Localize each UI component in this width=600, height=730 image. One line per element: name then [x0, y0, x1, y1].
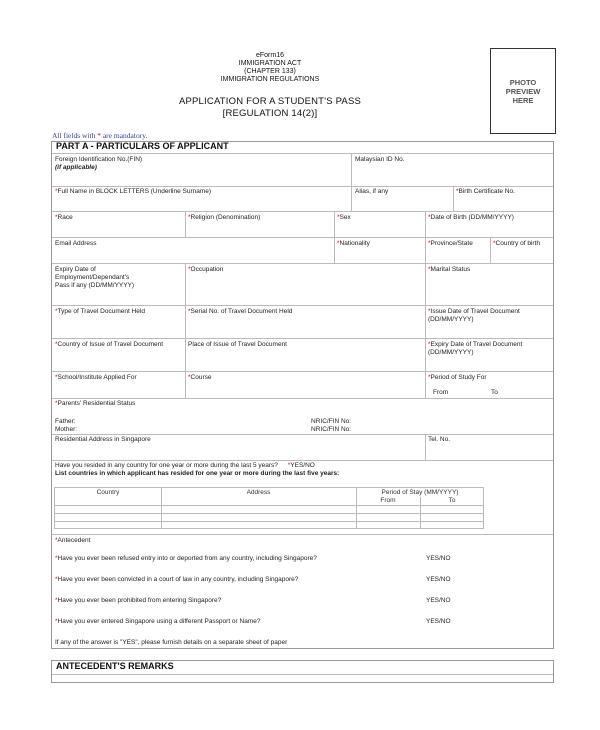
- email-label: Email Address: [55, 240, 97, 247]
- race-label: * Race: [55, 214, 73, 222]
- antecedent-q1: * Have you ever been refused entry into or deported from any country, including Singapore?: [55, 555, 317, 563]
- resided-star: *: [287, 462, 291, 469]
- part-a-title: PART A - PARTICULARS OF APPLICANT: [56, 141, 229, 151]
- mandatory-note: [52, 131, 147, 140]
- resided-yes-no[interactable]: YES/NO: [290, 462, 315, 469]
- parents-status-label: * Parents' Residential Status: [55, 400, 135, 408]
- marital-label: * Marital Status: [428, 266, 470, 274]
- photo-preview-box[interactable]: [490, 48, 556, 134]
- period-from-label: From: [433, 389, 449, 396]
- residence-table: [54, 487, 484, 529]
- col-period: Period of Stay (MM/YYYY): [381, 489, 459, 496]
- travel-type-label: * Type of Travel Document Held: [55, 308, 145, 316]
- country-birth-label: * Country of birth: [493, 240, 540, 248]
- travel-serial-label: * Serial No. of Travel Document Held: [188, 308, 292, 316]
- dob-label: * Date of Birth (DD/MM/YYYY): [428, 214, 514, 222]
- religion-label: * Religion (Denomination): [188, 214, 260, 222]
- antecedent-remarks-title: ANTECEDENT'S REMARKS: [56, 661, 174, 671]
- course-label: * Course: [188, 374, 212, 382]
- antecedent-q4: * Have you ever entered Singapore using a different Passport or Name?: [55, 618, 260, 626]
- issue-date-label-1: * Issue Date of Travel Document: [428, 308, 520, 316]
- col-to: To: [448, 497, 456, 504]
- sex-label: * Sex: [337, 214, 351, 222]
- nationality-label: * Nationality: [337, 240, 370, 248]
- mandatory-star: *: [97, 131, 101, 140]
- pass-expiry-label-1: Expiry Date of: [55, 266, 96, 273]
- place-issue-label: Place of Issue of Travel Document: [188, 341, 287, 348]
- residential-address-label: Residential Address in Singapore: [55, 436, 151, 443]
- col-from: From: [380, 497, 396, 504]
- mother-nric-label: NRIC/FIN No:: [311, 426, 352, 433]
- regulations: IMMIGRATION REGULATIONS: [220, 76, 320, 83]
- photo-line-1: PHOTO: [509, 77, 537, 87]
- alias-label: Alias, if any: [355, 188, 389, 195]
- antecedent-remarks-box[interactable]: [51, 660, 554, 683]
- list-countries-label: List countries in which applicant has resided for one year or more during the last five years:: [55, 470, 340, 477]
- period-study-label: * Period of Study For: [428, 374, 487, 382]
- fin-label: Foreign Identification No.(FIN): [55, 156, 143, 163]
- photo-line-2: PREVIEW: [505, 86, 541, 96]
- photo-line-3: HERE: [512, 95, 534, 105]
- school-label: * School/Institute Applied For: [55, 374, 137, 382]
- antecedent-q2-yes-no[interactable]: YES/NO: [426, 576, 451, 583]
- col-country: Country: [96, 489, 120, 496]
- mother-label: Mother:: [55, 426, 78, 433]
- chapter: (CHAPTER 133): [244, 68, 296, 75]
- antecedent-q4-yes-no[interactable]: YES/NO: [426, 618, 451, 625]
- resided-question-text: Have you resided in any country for one year or more during the last 5 years?: [55, 462, 278, 469]
- travel-expiry-label-1: * Expiry Date of Travel Document: [428, 341, 522, 349]
- antecedent-q2: * Have you ever been convicted in a court of law in any country, including Singapore?: [55, 576, 298, 584]
- resided-question: [55, 462, 315, 470]
- form-regulation: [REGULATION 14(2)]: [222, 108, 318, 119]
- antecedent-q3: * Have you ever been prohibited from entering Singapore?: [55, 597, 221, 605]
- occupation-label: * Occupation: [188, 266, 223, 274]
- province-label: * Province/State: [428, 240, 473, 248]
- birth-cert-label: * Birth Certificate No.: [456, 188, 515, 196]
- mandatory-prefix: All fields with: [52, 131, 96, 140]
- part-a-form: [51, 141, 554, 649]
- antecedent-q1-yes-no[interactable]: YES/NO: [426, 555, 451, 562]
- country-issue-label: * Country of Issue of Travel Document: [55, 341, 163, 349]
- act-name: IMMIGRATION ACT: [238, 60, 302, 67]
- antecedent-q3-yes-no[interactable]: YES/NO: [426, 597, 451, 604]
- form-number: eForm16: [255, 52, 284, 59]
- period-to-label: To: [491, 389, 498, 396]
- malaysian-id-label: Malaysian ID No.: [355, 156, 405, 163]
- col-address: Address: [246, 489, 271, 496]
- form-title: APPLICATION FOR A STUDENT'S PASS: [178, 96, 362, 107]
- tel-label: Tel. No.: [428, 436, 451, 443]
- antecedent-note: If any of the answer is "YES", please furnish details on a separate sheet of paper: [55, 639, 288, 646]
- father-label: Father:: [55, 418, 76, 425]
- pass-expiry-label-3: Pass if any (DD/MM/YYYY): [55, 282, 135, 289]
- antecedent-title: * Antecedent: [55, 537, 90, 545]
- full-name-label: * Full Name in BLOCK LETTERS (Underline Surname): [55, 188, 211, 196]
- fin-note: (if applicable): [55, 164, 97, 171]
- mandatory-suffix: are mandatory.: [102, 131, 148, 140]
- father-nric-label: NRIC/FIN No:: [311, 418, 352, 425]
- issue-date-label-2: (DD/MM/YYYY): [428, 316, 474, 323]
- travel-expiry-label-2: (DD/MM/YYYY): [428, 349, 474, 356]
- pass-expiry-label-2: Employment/Dependant's: [55, 274, 130, 281]
